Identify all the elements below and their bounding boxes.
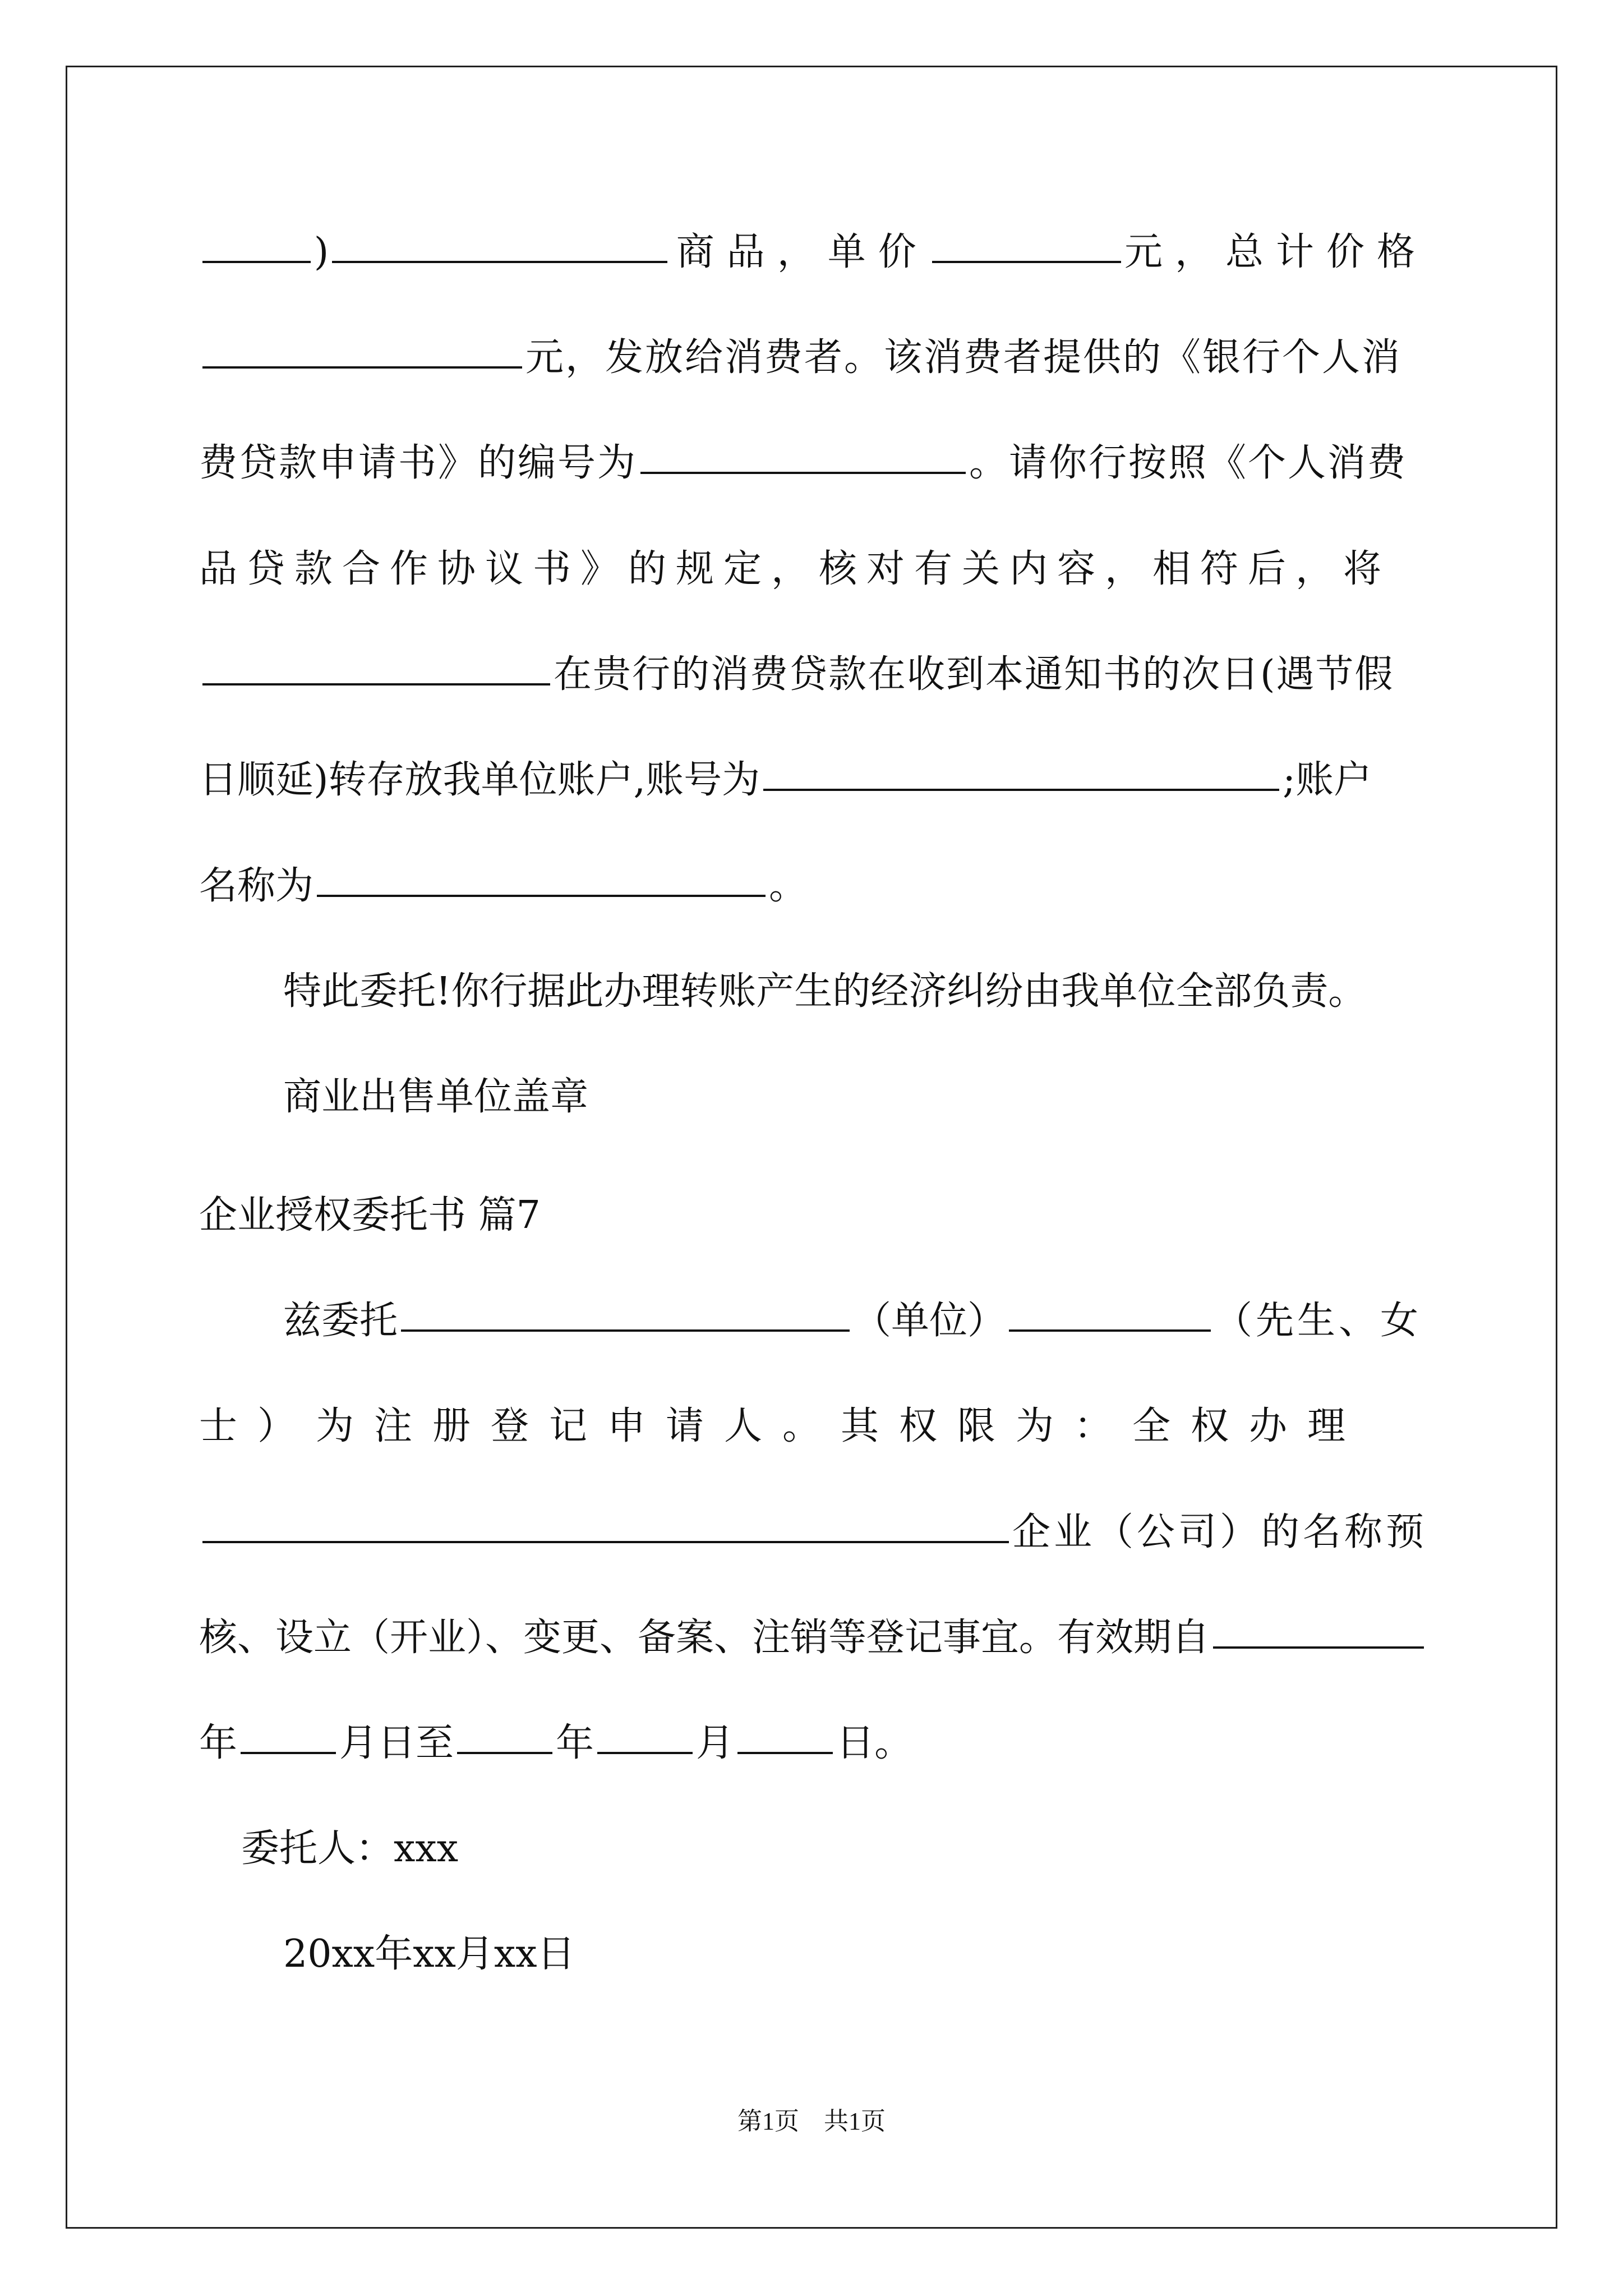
- text-segment: 。请你行按照《个人消费: [969, 441, 1408, 485]
- date-line: 20xx年xx月xx日: [283, 1932, 575, 1976]
- text-line-14: [199, 1604, 1427, 1672]
- fill-blank[interactable]: [401, 1329, 850, 1332]
- text-segment: 月: [696, 1721, 735, 1765]
- text-segment: （先生、女: [1214, 1299, 1422, 1343]
- signatory-line: 委托人：xxx: [241, 1826, 459, 1871]
- text-line-1: [199, 219, 1427, 286]
- text-segment: 年: [199, 1721, 238, 1765]
- fill-blank[interactable]: [332, 261, 667, 263]
- text-segment: 日顺延)转存放我单位账户,账号为: [199, 758, 760, 802]
- fill-blank[interactable]: [457, 1752, 552, 1754]
- text-line-13: [199, 1499, 1427, 1566]
- text-line-6: [199, 747, 1427, 814]
- page-footer: 第1页 共1页: [737, 2108, 886, 2135]
- fill-blank[interactable]: [597, 1752, 693, 1754]
- text-segment: 核、设立（开业）、变更、备案、注销等登记事宜。有效期自: [199, 1616, 1210, 1660]
- text-segment: 费贷款申请书》的编号为: [199, 441, 638, 485]
- text-segment: 。: [769, 864, 808, 908]
- text-line-2: [199, 324, 1427, 392]
- text-segment: 企业（公司）的名称预: [1012, 1510, 1427, 1554]
- text-segment: （单位）: [853, 1299, 1006, 1343]
- fill-blank[interactable]: [1213, 1646, 1424, 1649]
- text-segment: 品贷款合作协议书》的规定，核对有关内容，相符后，将: [199, 547, 1391, 591]
- fill-blank[interactable]: [241, 1752, 336, 1754]
- text-line-8: 特此委托!你行据此办理转账产生的经济纠纷由我单位全部负责。: [283, 969, 1367, 1014]
- fill-blank[interactable]: [737, 1752, 833, 1754]
- text-segment: 年: [556, 1721, 594, 1765]
- text-line-9: 商业出售单位盖章: [283, 1075, 589, 1119]
- text-line-3: [199, 430, 1427, 497]
- fill-blank[interactable]: [202, 1541, 1009, 1543]
- text-line-15: [199, 1710, 1427, 1777]
- fill-blank[interactable]: [202, 261, 311, 263]
- text-segment: 日。: [836, 1721, 913, 1765]
- text-segment: 在贵行的消费贷款在收到本通知书的次日(遇节假: [554, 652, 1394, 697]
- fill-blank[interactable]: [1009, 1329, 1211, 1332]
- text-segment: 元，总计价格: [1124, 230, 1427, 274]
- text-line-7: [199, 853, 1427, 920]
- fill-blank[interactable]: [932, 261, 1121, 263]
- text-segment: 名称为: [199, 864, 314, 908]
- text-segment: 士）为注册登记申请人。其权限为：全权办理: [199, 1404, 1366, 1448]
- text-line-11: [283, 1287, 1427, 1355]
- text-segment: 元，发放给消费者。该消费者提供的《银行个人消: [525, 335, 1402, 380]
- text-line-5: [199, 641, 1427, 708]
- fill-blank[interactable]: [763, 789, 1279, 791]
- fill-blank[interactable]: [317, 895, 766, 897]
- section-heading: 企业授权委托书 篇7: [199, 1193, 541, 1237]
- text-segment: 商品，单价: [676, 230, 929, 274]
- text-segment: ;账户: [1283, 758, 1372, 802]
- text-segment: ): [313, 230, 329, 274]
- text-line-12: [199, 1393, 1427, 1460]
- text-line-4: [199, 536, 1427, 603]
- fill-blank[interactable]: [202, 366, 522, 369]
- fill-blank[interactable]: [640, 472, 966, 474]
- text-segment: 兹委托: [283, 1299, 398, 1343]
- text-segment: 月日至: [339, 1721, 454, 1765]
- fill-blank[interactable]: [202, 683, 550, 685]
